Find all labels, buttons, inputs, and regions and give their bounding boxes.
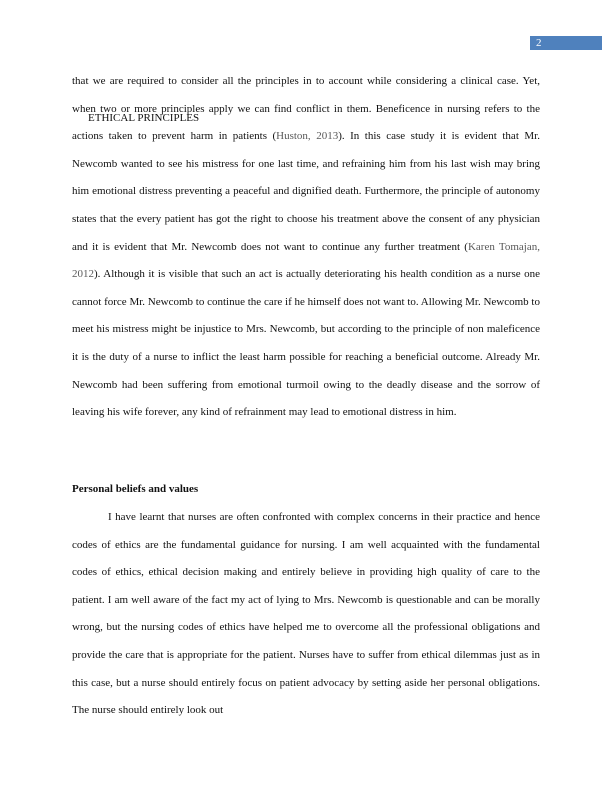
citation-huston: Huston, 2013	[276, 130, 339, 143]
section-personal-beliefs	[72, 504, 540, 725]
paragraph-2: I have learnt that nurses are often confronted with complex concerns in their practice and hence codes of ethics are the fundamental guidance for nursing. I am well acquainted with the fundamental codes of ethics, ethical decision making and entirely believe in providing high quality of care to the patient. I am well aware of the fact my act of lying to Mrs. Newcomb is questionable and can be morally wrong, but the nursing codes of ethics have helped me to overcome all the professional obligations and provide the care that is appropriate for the patient. Nurses have to suffer from ethical dilemmas just as in this case, but a nurse should entirely focus on patient advocacy by setting aside her personal obligations. The nurse should entirely look out	[72, 511, 540, 717]
paragraph-1-part-1: that we are required to consider all the principles in to account while considering a clinical case. Yet, when two or more principles apply we can find conflict in them. Beneficence in nursing refers to the actions taken to prevent harm in patients (	[72, 75, 540, 143]
page-number-badge	[530, 36, 602, 50]
section-heading-personal-beliefs: Personal beliefs and values	[72, 483, 199, 495]
paragraph-1-part-2: ). In this case study it is evident that Mr. Newcomb wanted to see his mistress for one last time, and refraining him from his last wish may bring him emotional distress preventing a peaceful and dignified death. Furthermore, the principle of autonomy states that the every patient has got the right to choose his treatment above the consent of any physician and it is evident that Mr. Newcomb does not want to continue any further treatment (	[72, 130, 540, 253]
paragraph-1-part-3: ). Although it is visible that such an act is actually deteriorating his health condition as a nurse one cannot force Mr. Newcomb to continue the care if he himself does not want to. Allowing Mr. Newcomb to meet his mistress might be injustice to Mrs. Newcomb, but according to the principle of non maleficence it is the duty of a nurse to inflict the least harm possible for reaching a beneficial outcome. Already Mr. Newcomb had been suffering from emotional turmoil owing to the deadly disease and the sorrow of leaving his wife forever, any kind of refrainment may lead to emotional distress in him.	[72, 268, 540, 419]
page-number: 2	[536, 37, 542, 49]
citation-tomajan: Karen Tomajan, 2012	[72, 240, 540, 281]
running-head: ETHICAL PRINCIPLES	[88, 112, 200, 124]
